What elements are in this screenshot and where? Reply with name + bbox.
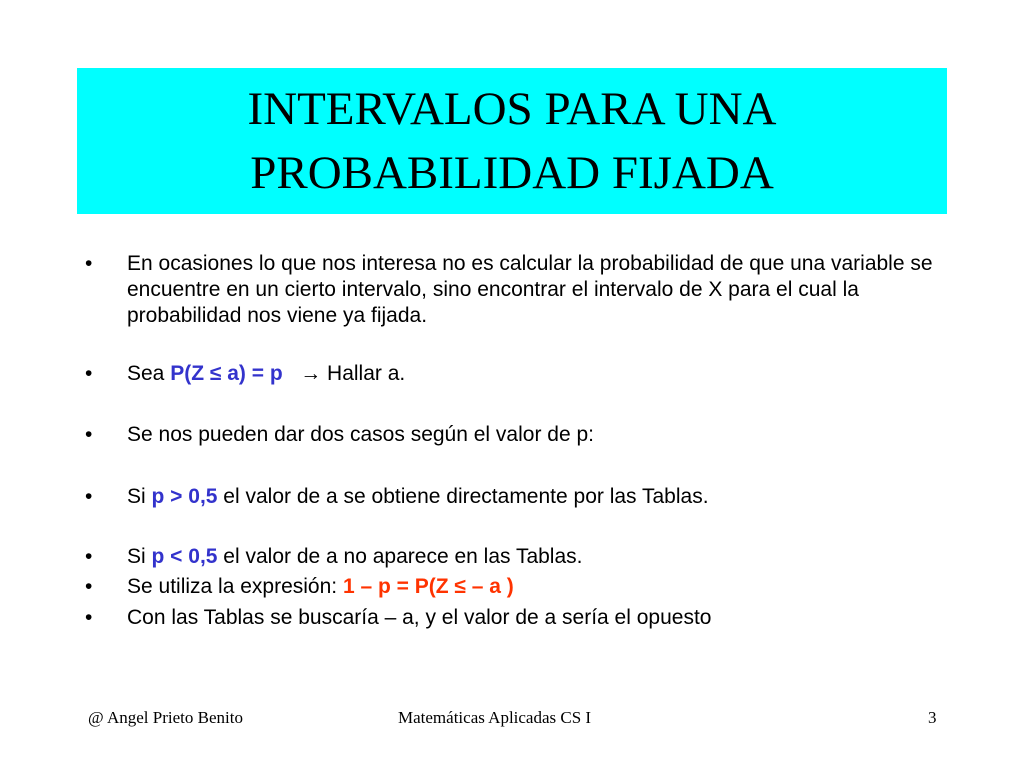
formula-highlight: p > 0,5 [151, 485, 218, 508]
footer-page-number: 3 [928, 708, 937, 727]
bullet-dot-icon: • [85, 575, 93, 598]
bullet-dot-icon: • [85, 252, 93, 275]
bullet-dot-icon: • [85, 545, 93, 568]
bullet-text [127, 483, 945, 511]
bullet-prefix: Se utiliza la expresión: [127, 575, 343, 598]
bullet-dot-icon: • [85, 362, 93, 385]
bullet-dot-icon: • [85, 423, 93, 446]
bullet-suffix: el valor de a no aparece en las Tablas. [217, 545, 583, 568]
bullet-text [127, 543, 945, 571]
bullet-item [85, 543, 945, 571]
bullet-suffix: Hallar a. [321, 362, 406, 385]
bullet-item [85, 421, 945, 449]
bullet-suffix: el valor de a se obtiene directamente por las Tablas. [217, 485, 709, 508]
arrow-right-icon: → [300, 362, 322, 385]
bullet-text [127, 360, 945, 388]
bullet-item [85, 604, 945, 632]
bullet-text [127, 573, 945, 601]
bullet-dot-icon: • [85, 606, 93, 629]
bullet-item [85, 573, 945, 601]
bullet-text: Se nos pueden dar dos casos según el valor de p: [127, 423, 594, 446]
slide-title-line-1: INTERVALOS PARA UNA [247, 83, 777, 135]
bullet-prefix: Si [127, 485, 152, 508]
slide-title-line-2: PROBABILIDAD FIJADA [250, 147, 774, 199]
bullet-prefix: Si [127, 545, 152, 568]
bullet-text: Con las Tablas se buscaría – a, y el valor de a sería el opuesto [127, 606, 712, 629]
bullet-item [85, 251, 945, 329]
bullet-prefix: Sea [127, 362, 171, 385]
footer-author: @ Angel Prieto Benito [88, 708, 243, 727]
bullet-text: En ocasiones lo que nos interesa no es calcular la probabilidad de que una variable se encuentre en un cierto intervalo, sino encontrar el intervalo de X para el cual la probabilidad nos viene ya fijada. [127, 252, 933, 327]
formula-highlight: P(Z ≤ a) = p [170, 362, 283, 385]
bullet-dot-icon: • [85, 485, 93, 508]
bullet-item [85, 483, 945, 511]
footer-course: Matemáticas Aplicadas CS I [398, 708, 592, 727]
formula-highlight: p < 0,5 [151, 545, 218, 568]
formula-highlight: 1 – p = P(Z ≤ – a ) [342, 575, 514, 598]
bullet-item [85, 360, 945, 388]
